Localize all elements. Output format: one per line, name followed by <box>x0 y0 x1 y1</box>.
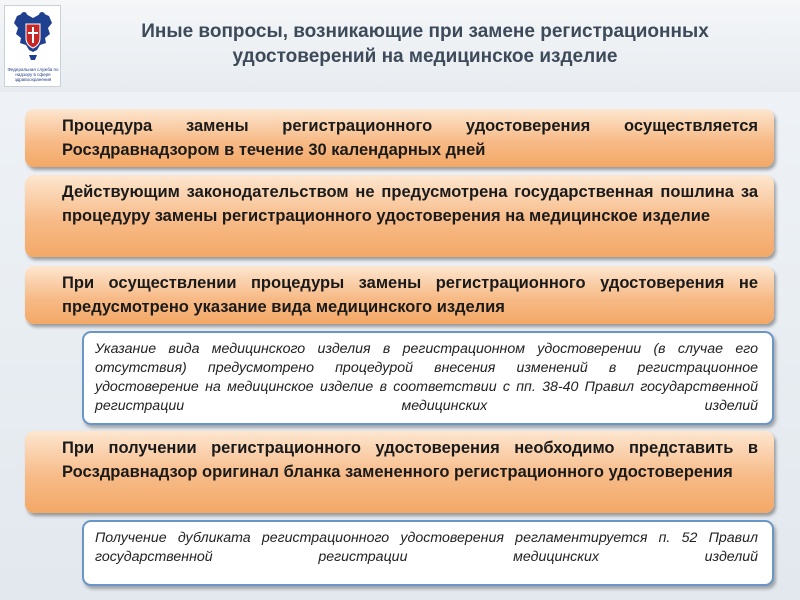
statement-box-4: При получении регистрационного удостоверения необходимо представить в Росздравнадзор оригинал бланка замененного регистрационного удостоверения <box>25 431 774 513</box>
note-box-1: Указание вида медицинского изделия в регистрационном удостоверении (в случае его отсутствия) предусмотрено процедурой внесения изменений в регистрационное удостоверение на медицинское изделие в соответствии с пп. 38-40 Правил государственной регистрации медицинских изделий <box>82 331 774 425</box>
agency-logo <box>4 5 61 87</box>
statement-box-3: При осуществлении процедуры замены регистрационного удостоверения не предусмотрено указание вида медицинского изделия <box>25 266 774 324</box>
statement-box-1: Процедура замены регистрационного удостоверения осуществляется Росздравнадзором в течение 30 календарных дней <box>25 109 774 167</box>
emblem-icon <box>13 10 53 64</box>
note-box-2: Получение дубликата регистрационного удостоверения регламентируется п. 52 Правил государственной регистрации медицинских изделий <box>82 520 774 586</box>
page-title: Иные вопросы, возникающие при замене регистрационных удостоверений на медицинское изделие <box>141 21 709 67</box>
statement-box-2: Действующим законодательством не предусмотрена государственная пошлина за процедуру замены регистрационного удостоверения на медицинское изделие <box>25 175 774 257</box>
logo-caption: Федеральная служба по надзору в сфере здравоохранения <box>7 67 59 82</box>
